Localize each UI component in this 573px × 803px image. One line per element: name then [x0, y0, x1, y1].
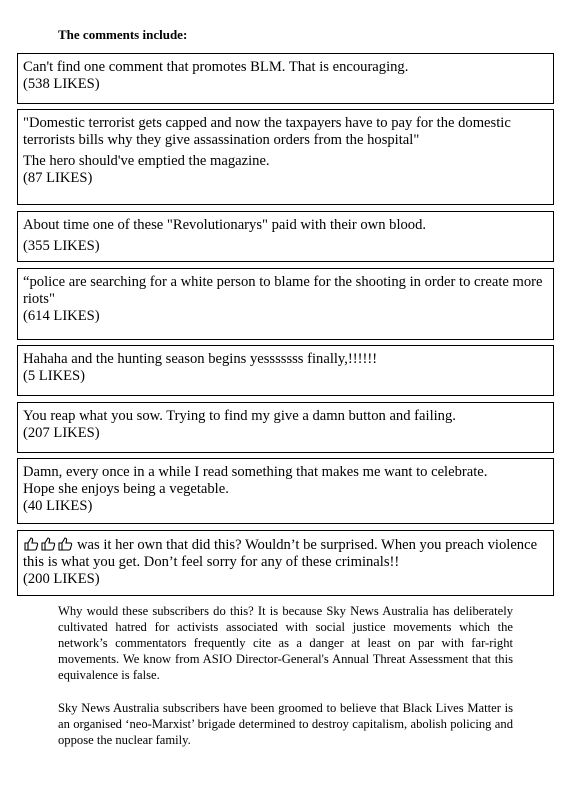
comment-text: Hope she enjoys being a vegetable. [23, 481, 229, 497]
comment-likes: (538 LIKES) [23, 76, 100, 92]
comment-likes: (355 LIKES) [23, 238, 100, 254]
comment-likes: (207 LIKES) [23, 425, 100, 441]
comment-text: About time one of these "Revolutionarys" paid with their own blood. [23, 217, 427, 233]
comment-box [17, 345, 554, 396]
emoji-group [23, 536, 73, 552]
comment-box [17, 53, 554, 104]
comment-likes: (40 LIKES) [23, 498, 93, 514]
comment-text: was it her own that did this? Wouldn’t be surprised. When you preach violence this is what you get. Don’t feel sorry for any of these criminals!! [23, 537, 538, 570]
body-paragraph: Why would these subscribers do this? It is because Sky News Australia has deliberately cultivated hatred for activists associated with social justice movements which the network’s commentators frequently cite as a danger at least on par with far-right movements. We know from ASIO Director-General's Annual Threat Assessment that this equivalence is false. [58, 604, 513, 682]
comment-box [17, 109, 554, 205]
comment-box [17, 211, 554, 262]
thumbs-up-icon [40, 536, 56, 552]
comment-likes: (614 LIKES) [23, 308, 100, 324]
comment-text-extra: The hero should've emptied the magazine. [23, 153, 270, 169]
comment-text: Damn, every once in a while I read something that makes me want to celebrate. [23, 464, 488, 480]
thumbs-up-icon [23, 536, 39, 552]
comment-box [17, 530, 554, 596]
thumbs-up-icon [57, 536, 73, 552]
section-heading: The comments include: [58, 27, 188, 42]
comment-box [17, 458, 554, 524]
comment-text: "Domestic terrorist gets capped and now the taxpayers have to pay for the domestic terrorists bills why they give assassination orders from the hospital" [23, 115, 511, 148]
comment-text: Hahaha and the hunting season begins yesssssss finally,!!!!!! [23, 351, 378, 367]
comment-text: Can't find one comment that promotes BLM. That is encouraging. [23, 59, 409, 75]
comment-likes: (87 LIKES) [23, 170, 93, 186]
comment-likes: (200 LIKES) [23, 571, 100, 587]
comment-likes: (5 LIKES) [23, 368, 86, 384]
comment-box [17, 402, 554, 453]
comment-text-with-icons [23, 536, 548, 571]
body-paragraph: Sky News Australia subscribers have been groomed to believe that Black Lives Matter is an organised ‘neo-Marxist’ brigade determined to destroy capitalism, abolish policing and oppose the nuclear family. [58, 701, 513, 747]
comment-text: You reap what you sow. Trying to find my give a damn button and failing. [23, 408, 456, 424]
comment-box [17, 268, 554, 340]
comment-text: “police are searching for a white person to blame for the shooting in order to create more riots" [23, 274, 543, 307]
